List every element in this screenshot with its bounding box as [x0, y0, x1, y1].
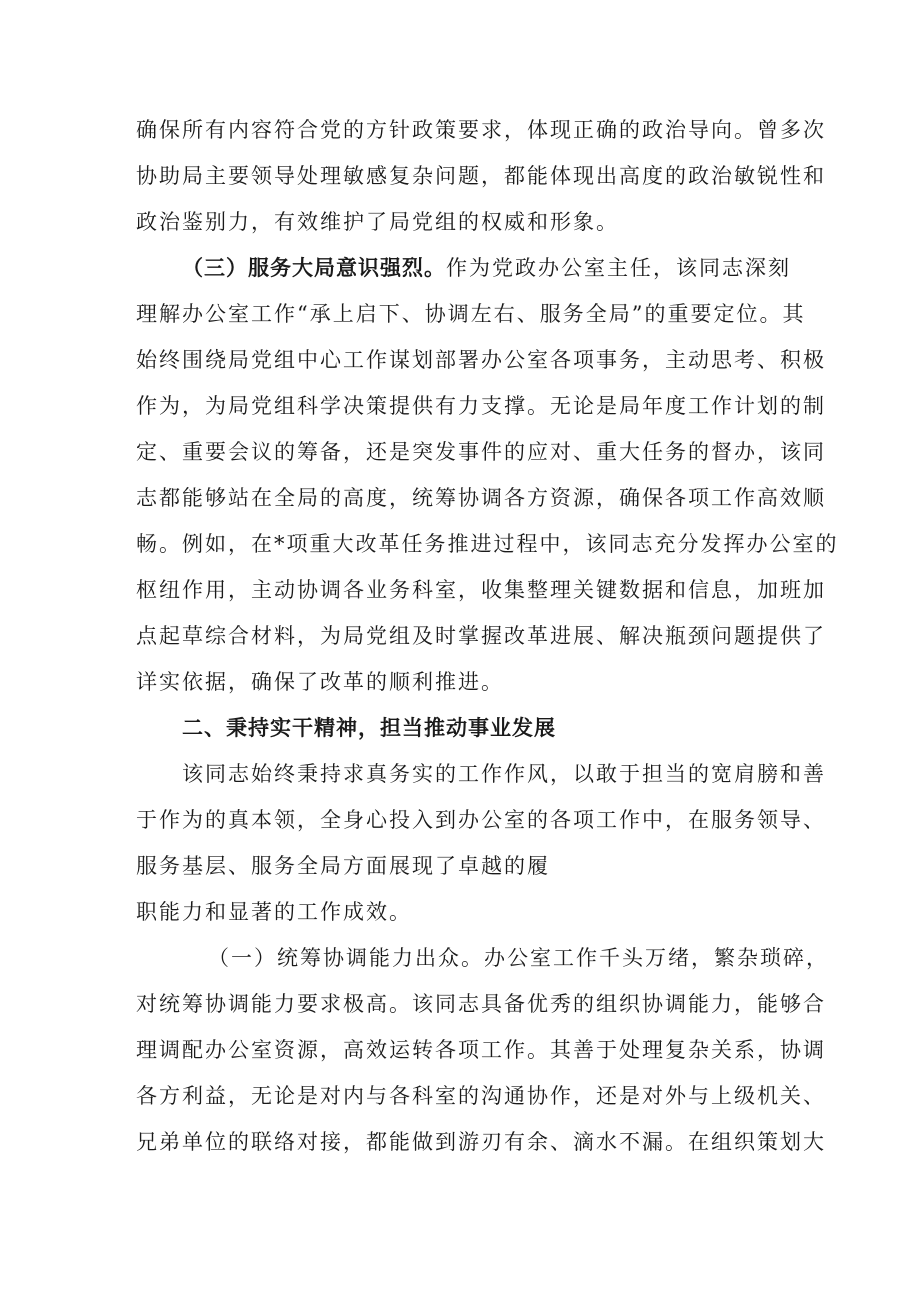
- paragraph-line: 枢纽作用，主动协调各业务科室，收集整理关键数据和信息，加班加: [136, 578, 826, 602]
- paragraph-line: 畅。例如，在*项重大改革任务推进过程中，该同志充分发挥办公室的: [136, 532, 839, 556]
- paragraph-line: 服务基层、服务全局方面展现了卓越的履: [136, 854, 550, 878]
- section-heading: （三）服务大局意识强烈。: [182, 256, 446, 280]
- section-heading: 二、秉持实干精神，担当推动事业发展: [182, 716, 556, 740]
- paragraph-line: 始终围绕局党组中心工作谋划部署办公室各项事务，主动思考、积极: [136, 348, 826, 372]
- paragraph-line: 职能力和显著的工作成效。: [136, 900, 412, 924]
- paragraph-line: 志都能够站在全局的高度，统筹协调各方资源，确保各项工作高效顺: [136, 486, 826, 510]
- paragraph-line: （一）统筹协调能力出众。办公室工作千头万绪，繁杂琐碎，: [208, 946, 829, 970]
- paragraph-line: 该同志始终秉持求真务实的工作作风，以敢于担当的宽肩膀和善: [182, 762, 826, 786]
- paragraph-line: [182, 254, 791, 282]
- paragraph-line: 对统筹协调能力要求极高。该同志具备优秀的组织协调能力，能够合: [136, 992, 826, 1016]
- paragraph-text: 作为党政办公室主任，该同志深刻: [446, 256, 791, 280]
- paragraph-line: 于作为的真本领，全身心投入到办公室的各项工作中，在服务领导、: [136, 808, 826, 832]
- paragraph-line: 点起草综合材料，为局党组及时掌握改革进展、解决瓶颈问题提供了: [136, 624, 826, 648]
- paragraph-line: 各方利益，无论是对内与各科室的沟通协作，还是对外与上级机关、: [136, 1084, 826, 1108]
- paragraph-line: 确保所有内容符合党的方针政策要求，体现正确的政治导向。曾多次: [136, 118, 826, 142]
- paragraph-line: 协助局主要领导处理敏感复杂问题，都能体现出高度的政治敏锐性和: [136, 164, 826, 188]
- paragraph-line: 理解办公室工作“承上启下、协调左右、服务全局”的重要定位。其: [136, 302, 806, 326]
- paragraph-line: 兄弟单位的联络对接，都能做到游刃有余、滴水不漏。在组织策划大: [136, 1130, 826, 1154]
- paragraph-line: 定、重要会议的筹备，还是突发事件的应对、重大任务的督办，该同: [136, 440, 826, 464]
- paragraph-line: 理调配办公室资源，高效运转各项工作。其善于处理复杂关系，协调: [136, 1038, 826, 1062]
- paragraph-line: 详实依据，确保了改革的顺利推进。: [136, 670, 504, 694]
- paragraph-line: 作为，为局党组科学决策提供有力支撑。无论是局年度工作计划的制: [136, 394, 826, 418]
- paragraph-line: 政治鉴别力，有效维护了局党组的权威和形象。: [136, 210, 619, 234]
